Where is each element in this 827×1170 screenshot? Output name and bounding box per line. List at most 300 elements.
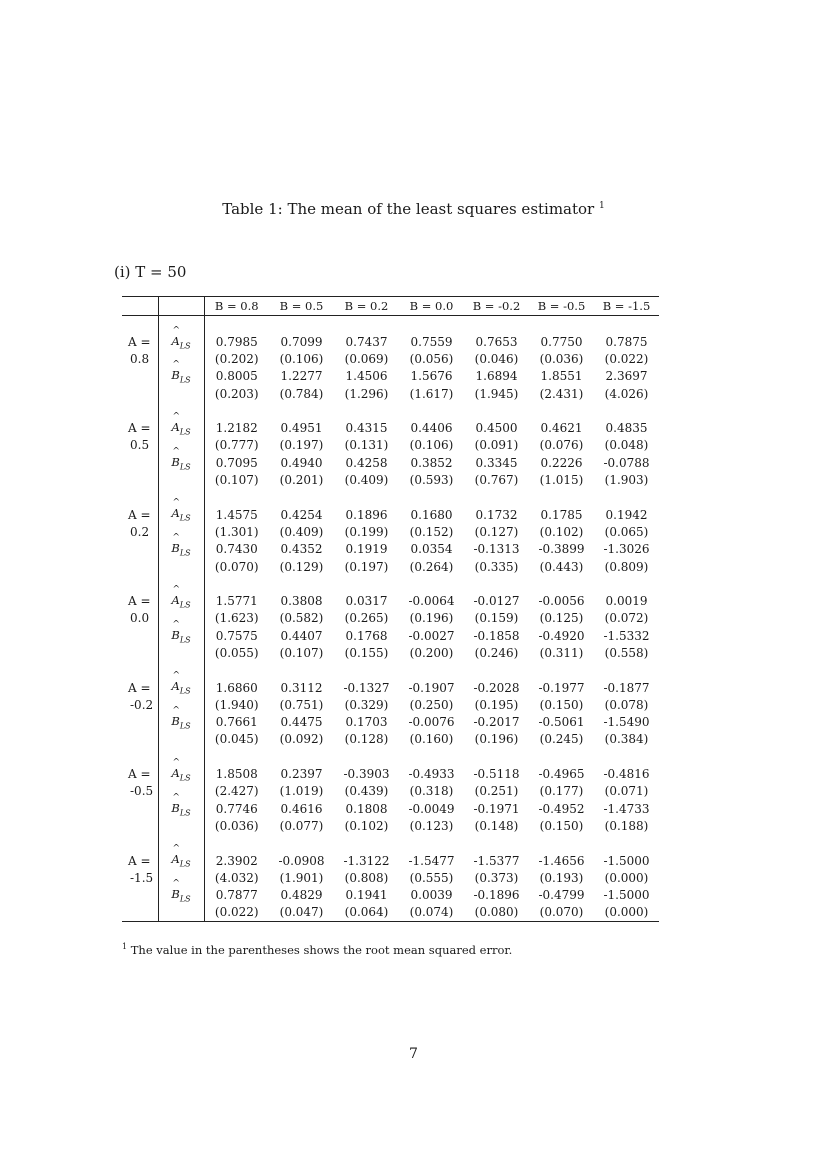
mean-cell: 0.1785	[540, 507, 583, 522]
rmse-cell: (0.106)	[279, 351, 324, 366]
estimator-symbol: ^ B	[171, 368, 179, 382]
spacer-cell	[122, 316, 158, 334]
rmse-cell: (0.092)	[279, 732, 324, 747]
mean-cell: -1.3026	[603, 542, 650, 557]
empty-cell	[158, 437, 204, 454]
spacer-cell	[334, 662, 399, 679]
estimator-symbol: ^ A	[171, 593, 179, 607]
mean-cell: -1.5000	[603, 888, 650, 903]
spacer-cell	[529, 316, 594, 334]
estimator-subscript: LS	[179, 894, 191, 904]
rmse-cell: (0.125)	[539, 611, 584, 626]
mean-cell: 0.3112	[280, 680, 323, 695]
group-label: A =	[122, 765, 158, 782]
rmse-cell: (0.808)	[344, 870, 389, 885]
estimator-symbol: ^ B	[171, 628, 179, 642]
group-value: 0.0	[122, 610, 158, 627]
table-row	[122, 558, 659, 575]
mean-cell: 0.7985	[215, 334, 258, 349]
table-row	[122, 523, 659, 540]
mean-cell: -0.4965	[538, 767, 585, 782]
empty-cell	[158, 869, 204, 886]
spacer-cell	[594, 662, 659, 679]
estimator-symbol: ^ A	[171, 679, 179, 693]
mean-cell: 0.4258	[345, 455, 388, 470]
table-row	[122, 904, 659, 922]
rmse-cell: (0.593)	[409, 473, 454, 488]
mean-cell: 0.2397	[280, 767, 323, 782]
estimator-b-label	[158, 800, 204, 817]
rmse-cell: (0.072)	[604, 611, 649, 626]
spacer-cell	[334, 835, 399, 852]
mean-cell: 0.0354	[410, 542, 453, 557]
spacer-cell	[399, 748, 464, 765]
spacer-cell	[529, 575, 594, 592]
column-header: B = -1.5	[594, 297, 659, 316]
spacer-cell	[399, 402, 464, 419]
spacer-cell	[334, 575, 399, 592]
footnote-text: The value in the parentheses shows the root mean squared error.	[130, 942, 513, 957]
footnote-mark: 1	[122, 942, 128, 951]
rmse-cell: (0.318)	[409, 784, 454, 799]
table-row	[122, 385, 659, 402]
rmse-cell: (0.046)	[474, 351, 519, 366]
estimator-subscript: LS	[179, 548, 191, 558]
estimator-subscript: LS	[179, 427, 191, 437]
mean-cell: -0.4952	[538, 801, 585, 816]
mean-cell: -0.5118	[473, 767, 520, 782]
estimator-symbol: ^ B	[171, 801, 179, 815]
rmse-cell: (0.409)	[279, 524, 324, 539]
spacer-cell	[122, 402, 158, 419]
rmse-cell: (1.623)	[214, 611, 259, 626]
mean-cell: 0.7099	[280, 334, 323, 349]
mean-cell: 0.2226	[540, 455, 583, 470]
rmse-cell: (1.903)	[604, 473, 649, 488]
rmse-cell: (0.200)	[409, 645, 454, 660]
rmse-cell: (0.036)	[214, 818, 259, 833]
estimator-subscript: LS	[179, 340, 191, 350]
estimator-b-label	[158, 368, 204, 385]
group-value: 0.2	[122, 523, 158, 540]
rmse-cell: (0.022)	[204, 904, 269, 922]
column-header: B = -0.5	[529, 297, 594, 316]
spacer-cell	[158, 662, 204, 679]
header-corner	[122, 297, 158, 316]
rmse-cell: (0.335)	[474, 559, 519, 574]
mean-cell: 0.4352	[280, 542, 323, 557]
estimator-symbol: ^ A	[171, 334, 179, 348]
mean-cell: -0.0788	[603, 455, 650, 470]
mean-cell: 0.0039	[410, 888, 453, 903]
rmse-cell: (0.264)	[409, 559, 454, 574]
spacer-cell	[158, 835, 204, 852]
rmse-cell: (0.196)	[474, 732, 519, 747]
spacer-cell	[158, 748, 204, 765]
estimator-subscript: LS	[179, 773, 191, 783]
table-row	[122, 869, 659, 886]
rmse-cell: (0.129)	[279, 559, 324, 574]
spacer-cell	[269, 748, 334, 765]
rmse-cell: (0.246)	[474, 645, 519, 660]
spacer-cell	[529, 835, 594, 852]
header-estimator	[158, 297, 204, 316]
group-label: A =	[122, 679, 158, 696]
group-spacer	[122, 662, 659, 679]
estimator-a-label	[158, 333, 204, 350]
table-row	[122, 541, 659, 558]
mean-cell: 0.4835	[605, 421, 648, 436]
mean-cell: 0.7875	[605, 334, 648, 349]
rmse-cell: (0.155)	[344, 645, 389, 660]
mean-cell: -1.4733	[603, 801, 650, 816]
mean-cell: 0.7430	[215, 542, 258, 557]
rmse-cell: (0.102)	[539, 524, 584, 539]
mean-cell: 1.5676	[410, 369, 453, 384]
table-row	[122, 419, 659, 436]
rmse-cell: (2.431)	[539, 386, 584, 401]
table-row	[122, 627, 659, 644]
caption-footnote-mark: 1	[599, 201, 605, 211]
page-number: 7	[409, 1046, 418, 1062]
empty-cell	[158, 385, 204, 402]
rmse-cell: (0.047)	[269, 904, 334, 922]
estimator-symbol: ^ B	[171, 541, 179, 555]
table-row	[122, 852, 659, 869]
mean-cell: -0.0064	[408, 594, 455, 609]
mean-cell: 0.3345	[475, 455, 518, 470]
mean-cell: 2.3697	[605, 369, 648, 384]
rmse-cell: (0.123)	[409, 818, 454, 833]
spacer-cell	[334, 316, 399, 334]
mean-cell: 0.1732	[475, 507, 518, 522]
spacer-cell	[269, 662, 334, 679]
column-header: B = 0.8	[204, 297, 269, 316]
rmse-cell: (0.767)	[474, 473, 519, 488]
estimator-subscript: LS	[179, 600, 191, 610]
footnote	[122, 942, 512, 957]
estimator-subscript: LS	[179, 721, 191, 731]
rmse-cell: (0.077)	[279, 818, 324, 833]
mean-cell: -1.5332	[603, 628, 650, 643]
mean-cell: 0.4621	[540, 421, 583, 436]
rmse-cell: (0.107)	[214, 473, 259, 488]
table-row	[122, 887, 659, 904]
rmse-cell: (0.080)	[464, 904, 529, 922]
estimator-symbol: ^ A	[171, 506, 179, 520]
table-row	[122, 714, 659, 731]
mean-cell: 0.1941	[345, 888, 388, 903]
empty-cell	[122, 731, 158, 748]
rmse-cell: (0.777)	[214, 438, 259, 453]
mean-cell: 0.4475	[280, 715, 323, 730]
group-spacer	[122, 575, 659, 592]
mean-cell: -0.1858	[473, 628, 520, 643]
spacer-cell	[204, 316, 269, 334]
rmse-cell: (1.617)	[409, 386, 454, 401]
rmse-cell: (0.784)	[279, 386, 324, 401]
spacer-cell	[122, 489, 158, 506]
mean-cell: 1.8508	[215, 767, 258, 782]
empty-cell	[122, 471, 158, 488]
mean-cell: 0.7877	[215, 888, 258, 903]
empty-cell	[122, 368, 158, 385]
mean-cell: -0.4816	[603, 767, 650, 782]
mean-cell: 0.4315	[345, 421, 388, 436]
mean-cell: -0.1896	[473, 888, 520, 903]
estimator-symbol: ^ B	[171, 887, 179, 901]
spacer-cell	[122, 835, 158, 852]
spacer-cell	[399, 575, 464, 592]
rmse-cell: (0.251)	[474, 784, 519, 799]
rmse-cell: (0.069)	[344, 351, 389, 366]
estimator-symbol: ^ A	[171, 420, 179, 434]
rmse-cell: (0.022)	[604, 351, 649, 366]
mean-cell: -0.2028	[473, 680, 520, 695]
rmse-cell: (0.373)	[474, 870, 519, 885]
mean-cell: -0.4799	[538, 888, 585, 903]
rmse-cell: (0.127)	[474, 524, 519, 539]
empty-cell	[158, 523, 204, 540]
spacer-cell	[204, 835, 269, 852]
spacer-cell	[464, 489, 529, 506]
estimator-symbol: ^ B	[171, 455, 179, 469]
mean-cell: -1.3122	[343, 853, 390, 868]
spacer-cell	[334, 402, 399, 419]
spacer-cell	[122, 748, 158, 765]
spacer-cell	[594, 402, 659, 419]
estimator-subscript: LS	[179, 375, 191, 385]
estimator-a-label	[158, 592, 204, 609]
mean-cell: 0.4940	[280, 455, 323, 470]
empty-cell	[158, 471, 204, 488]
rmse-cell: (0.150)	[539, 697, 584, 712]
table-row	[122, 506, 659, 523]
group-spacer	[122, 402, 659, 419]
mean-cell: -0.1971	[473, 801, 520, 816]
rmse-cell: (0.250)	[409, 697, 454, 712]
estimator-subscript: LS	[179, 634, 191, 644]
mean-cell: -0.4933	[408, 767, 455, 782]
empty-cell	[122, 817, 158, 834]
spacer-cell	[204, 662, 269, 679]
table-row	[122, 592, 659, 609]
group-label: A =	[122, 592, 158, 609]
rmse-cell: (0.197)	[279, 438, 324, 453]
rmse-cell: (0.102)	[344, 818, 389, 833]
rmse-cell: (0.128)	[344, 732, 389, 747]
mean-cell: 0.1680	[410, 507, 453, 522]
mean-cell: -0.0049	[408, 801, 455, 816]
rmse-cell: (2.427)	[214, 784, 259, 799]
spacer-cell	[399, 835, 464, 852]
mean-cell: -1.5377	[473, 853, 520, 868]
table-row	[122, 368, 659, 385]
spacer-cell	[594, 489, 659, 506]
rmse-cell: (0.196)	[409, 611, 454, 626]
rmse-cell: (1.296)	[344, 386, 389, 401]
table-row	[122, 731, 659, 748]
spacer-cell	[464, 316, 529, 334]
mean-cell: -0.0908	[278, 853, 325, 868]
column-header: B = 0.0	[399, 297, 464, 316]
table-row	[122, 800, 659, 817]
rmse-cell: (0.558)	[604, 645, 649, 660]
mean-cell: -0.3903	[343, 767, 390, 782]
estimator-b-label	[158, 714, 204, 731]
mean-cell: 0.1703	[345, 715, 388, 730]
spacer-cell	[122, 662, 158, 679]
empty-cell	[158, 783, 204, 800]
group-spacer	[122, 748, 659, 765]
estimator-subscript: LS	[179, 807, 191, 817]
spacer-cell	[464, 402, 529, 419]
mean-cell: 0.0317	[345, 594, 388, 609]
empty-cell	[158, 904, 204, 922]
rmse-cell: (0.555)	[409, 870, 454, 885]
column-header: B = 0.5	[269, 297, 334, 316]
rmse-cell: (1.301)	[214, 524, 259, 539]
group-value: 0.5	[122, 437, 158, 454]
spacer-cell	[464, 748, 529, 765]
mean-cell: -0.0127	[473, 594, 520, 609]
group-label: A =	[122, 333, 158, 350]
mean-cell: 0.0019	[605, 594, 648, 609]
spacer-cell	[269, 835, 334, 852]
estimator-b-label	[158, 887, 204, 904]
spacer-cell	[529, 748, 594, 765]
rmse-cell: (0.188)	[604, 818, 649, 833]
mean-cell: 0.7746	[215, 801, 258, 816]
spacer-cell	[269, 402, 334, 419]
table-row	[122, 783, 659, 800]
group-value: -0.5	[122, 783, 158, 800]
mean-cell: -0.3899	[538, 542, 585, 557]
mean-cell: -0.1313	[473, 542, 520, 557]
mean-cell: 1.5771	[215, 594, 258, 609]
estimator-b-label	[158, 454, 204, 471]
rmse-cell: (0.055)	[214, 645, 259, 660]
rmse-cell: (0.070)	[529, 904, 594, 922]
rmse-cell: (0.107)	[279, 645, 324, 660]
table-row	[122, 471, 659, 488]
rmse-cell: (0.065)	[604, 524, 649, 539]
rmse-cell: (0.048)	[604, 438, 649, 453]
rmse-cell: (0.197)	[344, 559, 389, 574]
spacer-cell	[334, 748, 399, 765]
rmse-cell: (0.751)	[279, 697, 324, 712]
empty-cell	[158, 558, 204, 575]
results-table	[122, 296, 659, 922]
mean-cell: 1.6860	[215, 680, 258, 695]
spacer-cell	[464, 662, 529, 679]
mean-cell: -0.5061	[538, 715, 585, 730]
mean-cell: 0.4406	[410, 421, 453, 436]
mean-cell: -1.4656	[538, 853, 585, 868]
group-value: 0.8	[122, 350, 158, 367]
mean-cell: -0.0076	[408, 715, 455, 730]
column-header: B = 0.2	[334, 297, 399, 316]
spacer-cell	[464, 575, 529, 592]
rmse-cell: (0.193)	[539, 870, 584, 885]
mean-cell: -0.1977	[538, 680, 585, 695]
group-label: A =	[122, 852, 158, 869]
rmse-cell: (1.019)	[279, 784, 324, 799]
rmse-cell: (0.074)	[399, 904, 464, 922]
rmse-cell: (0.091)	[474, 438, 519, 453]
rmse-cell: (0.439)	[344, 784, 389, 799]
rmse-cell: (0.000)	[604, 870, 649, 885]
mean-cell: 0.3852	[410, 455, 453, 470]
group-spacer	[122, 489, 659, 506]
rmse-cell: (0.443)	[539, 559, 584, 574]
table-row	[122, 679, 659, 696]
mean-cell: 0.4500	[475, 421, 518, 436]
rmse-cell: (0.177)	[539, 784, 584, 799]
rmse-cell: (0.070)	[214, 559, 259, 574]
estimator-symbol: ^ A	[171, 766, 179, 780]
section-subheading: (i) T = 50	[114, 263, 187, 281]
group-label: A =	[122, 506, 158, 523]
spacer-cell	[204, 748, 269, 765]
rmse-cell: (4.026)	[604, 386, 649, 401]
rmse-cell: (0.160)	[409, 732, 454, 747]
rmse-cell: (0.311)	[539, 645, 584, 660]
rmse-cell: (0.078)	[604, 697, 649, 712]
mean-cell: 0.4951	[280, 421, 323, 436]
rmse-cell: (0.056)	[409, 351, 454, 366]
spacer-cell	[269, 575, 334, 592]
mean-cell: -0.1907	[408, 680, 455, 695]
rmse-cell: (0.106)	[409, 438, 454, 453]
group-value: -0.2	[122, 696, 158, 713]
empty-cell	[122, 385, 158, 402]
rmse-cell: (0.000)	[594, 904, 659, 922]
rmse-cell: (0.159)	[474, 611, 519, 626]
table-row	[122, 765, 659, 782]
mean-cell: 0.8005	[215, 369, 258, 384]
rmse-cell: (0.809)	[604, 559, 649, 574]
rmse-cell: (0.131)	[344, 438, 389, 453]
spacer-cell	[594, 575, 659, 592]
estimator-subscript: LS	[179, 513, 191, 523]
rmse-cell: (0.064)	[334, 904, 399, 922]
mean-cell: 0.1919	[345, 542, 388, 557]
empty-cell	[122, 454, 158, 471]
spacer-cell	[158, 316, 204, 334]
mean-cell: -0.1327	[343, 680, 390, 695]
mean-cell: 0.4616	[280, 801, 323, 816]
mean-cell: 0.4254	[280, 507, 323, 522]
empty-cell	[158, 350, 204, 367]
empty-cell	[158, 644, 204, 661]
spacer-cell	[158, 489, 204, 506]
rmse-cell: (0.203)	[214, 386, 259, 401]
table-body	[122, 316, 659, 922]
empty-cell	[122, 800, 158, 817]
table-row	[122, 610, 659, 627]
rmse-cell: (1.015)	[539, 473, 584, 488]
mean-cell: -1.5490	[603, 715, 650, 730]
estimator-symbol: ^ B	[171, 714, 179, 728]
empty-cell	[122, 887, 158, 904]
mean-cell: 2.3902	[215, 853, 258, 868]
mean-cell: 0.7559	[410, 334, 453, 349]
rmse-cell: (0.202)	[214, 351, 259, 366]
group-spacer	[122, 316, 659, 334]
rmse-cell: (0.245)	[539, 732, 584, 747]
spacer-cell	[399, 316, 464, 334]
